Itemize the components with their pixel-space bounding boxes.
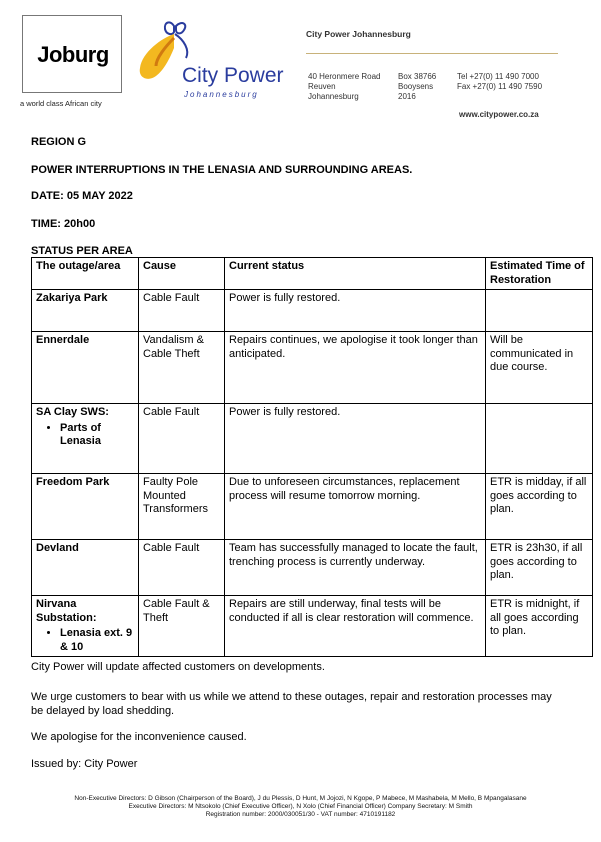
address-line: 40 Heronmere Road [308,72,381,81]
update-notice: City Power will update affected customers on developments. [31,661,325,673]
footer-non-executive-directors: Non-Executive Directors: D Gibson (Chairperson of the Board), J du Plessis, D Hunt, M Jojozi, N Kgope, P Mabece, M Mashabela, M Mello, B Mpangalasane [74,795,527,802]
issued-by: Issued by: City Power [31,758,138,770]
footer [0,795,601,819]
tel-number: Tel +27(0) 11 490 7000 [457,72,539,81]
website-link[interactable]: www.citypower.co.za [459,110,539,119]
status-cell: Repairs are still underway, final tests will be conducted if all is clear restoration will commence. [225,596,486,657]
etr-cell: ETR is midnight, if all goes according to plan. [486,596,593,657]
address-line: Reuven [308,82,336,91]
etr-cell: Will be communicated in due course. [486,332,593,404]
cause-cell: Faulty Pole Mounted Transformers [139,474,225,540]
area-cell: Devland [32,540,139,596]
cause-cell: Cable Fault [139,290,225,332]
area-sublist [36,627,134,654]
cause-cell: Vandalism & Cable Theft [139,332,225,404]
street-address [308,72,380,102]
area-cell: Zakariya Park [32,290,139,332]
area-cell: Freedom Park [32,474,139,540]
region-heading: REGION G [31,136,87,148]
etr-cell [486,290,593,332]
column-header: Cause [139,258,225,290]
area-subitem: • Lenasia ext. 9 & 10 [60,627,134,654]
apology-notice: We apologise for the inconvenience caused. [31,731,247,743]
status-table [31,257,593,657]
etr-cell: ETR is 23h30, if all goes according to plan. [486,540,593,596]
footer-registration: Registration number: 2000/030051/30 - VAT number: 4710191182 [205,811,396,818]
header-rule [306,53,558,54]
postal-line: Booysens [398,82,434,91]
postal-line: 2016 [398,92,416,101]
status-cell: Due to unforeseen circumstances, replacement process will resume tomorrow morning. [225,474,486,540]
cause-cell: Cable Fault & Theft [139,596,225,657]
table-row [32,332,593,404]
column-header: The outage/area [32,258,139,290]
etr-cell: ETR is midday, if all goes according to plan. [486,474,593,540]
area-cell [32,596,139,657]
joburg-logo-text: Joburg [37,42,109,67]
table-row [32,474,593,540]
address-line: Johannesburg [308,92,359,101]
area-cell: Ennerdale [32,332,139,404]
status-cell: Repairs continues, we apologise it took longer than anticipated. [225,332,486,404]
area-name: SA Clay SWS: [36,406,109,418]
time-line: TIME: 20h00 [31,218,96,230]
status-cell: Team has successfully managed to locate the fault, trenching process is currently underway. [225,540,486,596]
contact-numbers [457,72,542,92]
fax-number: Fax +27(0) 11 490 7590 [457,82,543,91]
area-sublist [36,422,134,449]
company-name: City Power Johannesburg [306,29,411,39]
city-power-logo-subtext: Johannesburg [184,90,259,99]
column-header: Current status [225,258,486,290]
cause-cell: Cable Fault [139,404,225,474]
table-row [32,404,593,474]
table-row [32,290,593,332]
status-cell: Power is fully restored. [225,290,486,332]
urge-notice: We urge customers to bear with us while we attend to these outages, repair and restoration processes may be delayed by load shedding. [31,691,552,717]
etr-cell [486,404,593,474]
date-line: DATE: 05 MAY 2022 [31,190,133,202]
cause-cell: Cable Fault [139,540,225,596]
joburg-tagline: a world class African city [20,99,102,108]
footer-executive-directors: Executive Directors: M Ntsokolo (Chief Executive Officer), N Xolo (Chief Financial Officer) Company Secretary: M Smith [128,803,473,810]
status-heading: STATUS PER AREA [31,245,133,257]
table-row [32,540,593,596]
area-subitem: • Parts of Lenasia [60,422,134,449]
table-row [32,596,593,657]
area-cell [32,404,139,474]
city-power-logo-text: City Power [182,64,284,87]
postal-line: Box 38766 [398,72,437,81]
area-name: Nirvana Substation: [36,598,97,624]
status-cell: Power is fully restored. [225,404,486,474]
postal-address [398,72,436,102]
table-header-row [32,258,593,290]
document-title: POWER INTERRUPTIONS IN THE LENASIA AND SURROUNDING AREAS. [31,164,413,176]
column-header: Estimated Time of Restoration [486,258,593,290]
